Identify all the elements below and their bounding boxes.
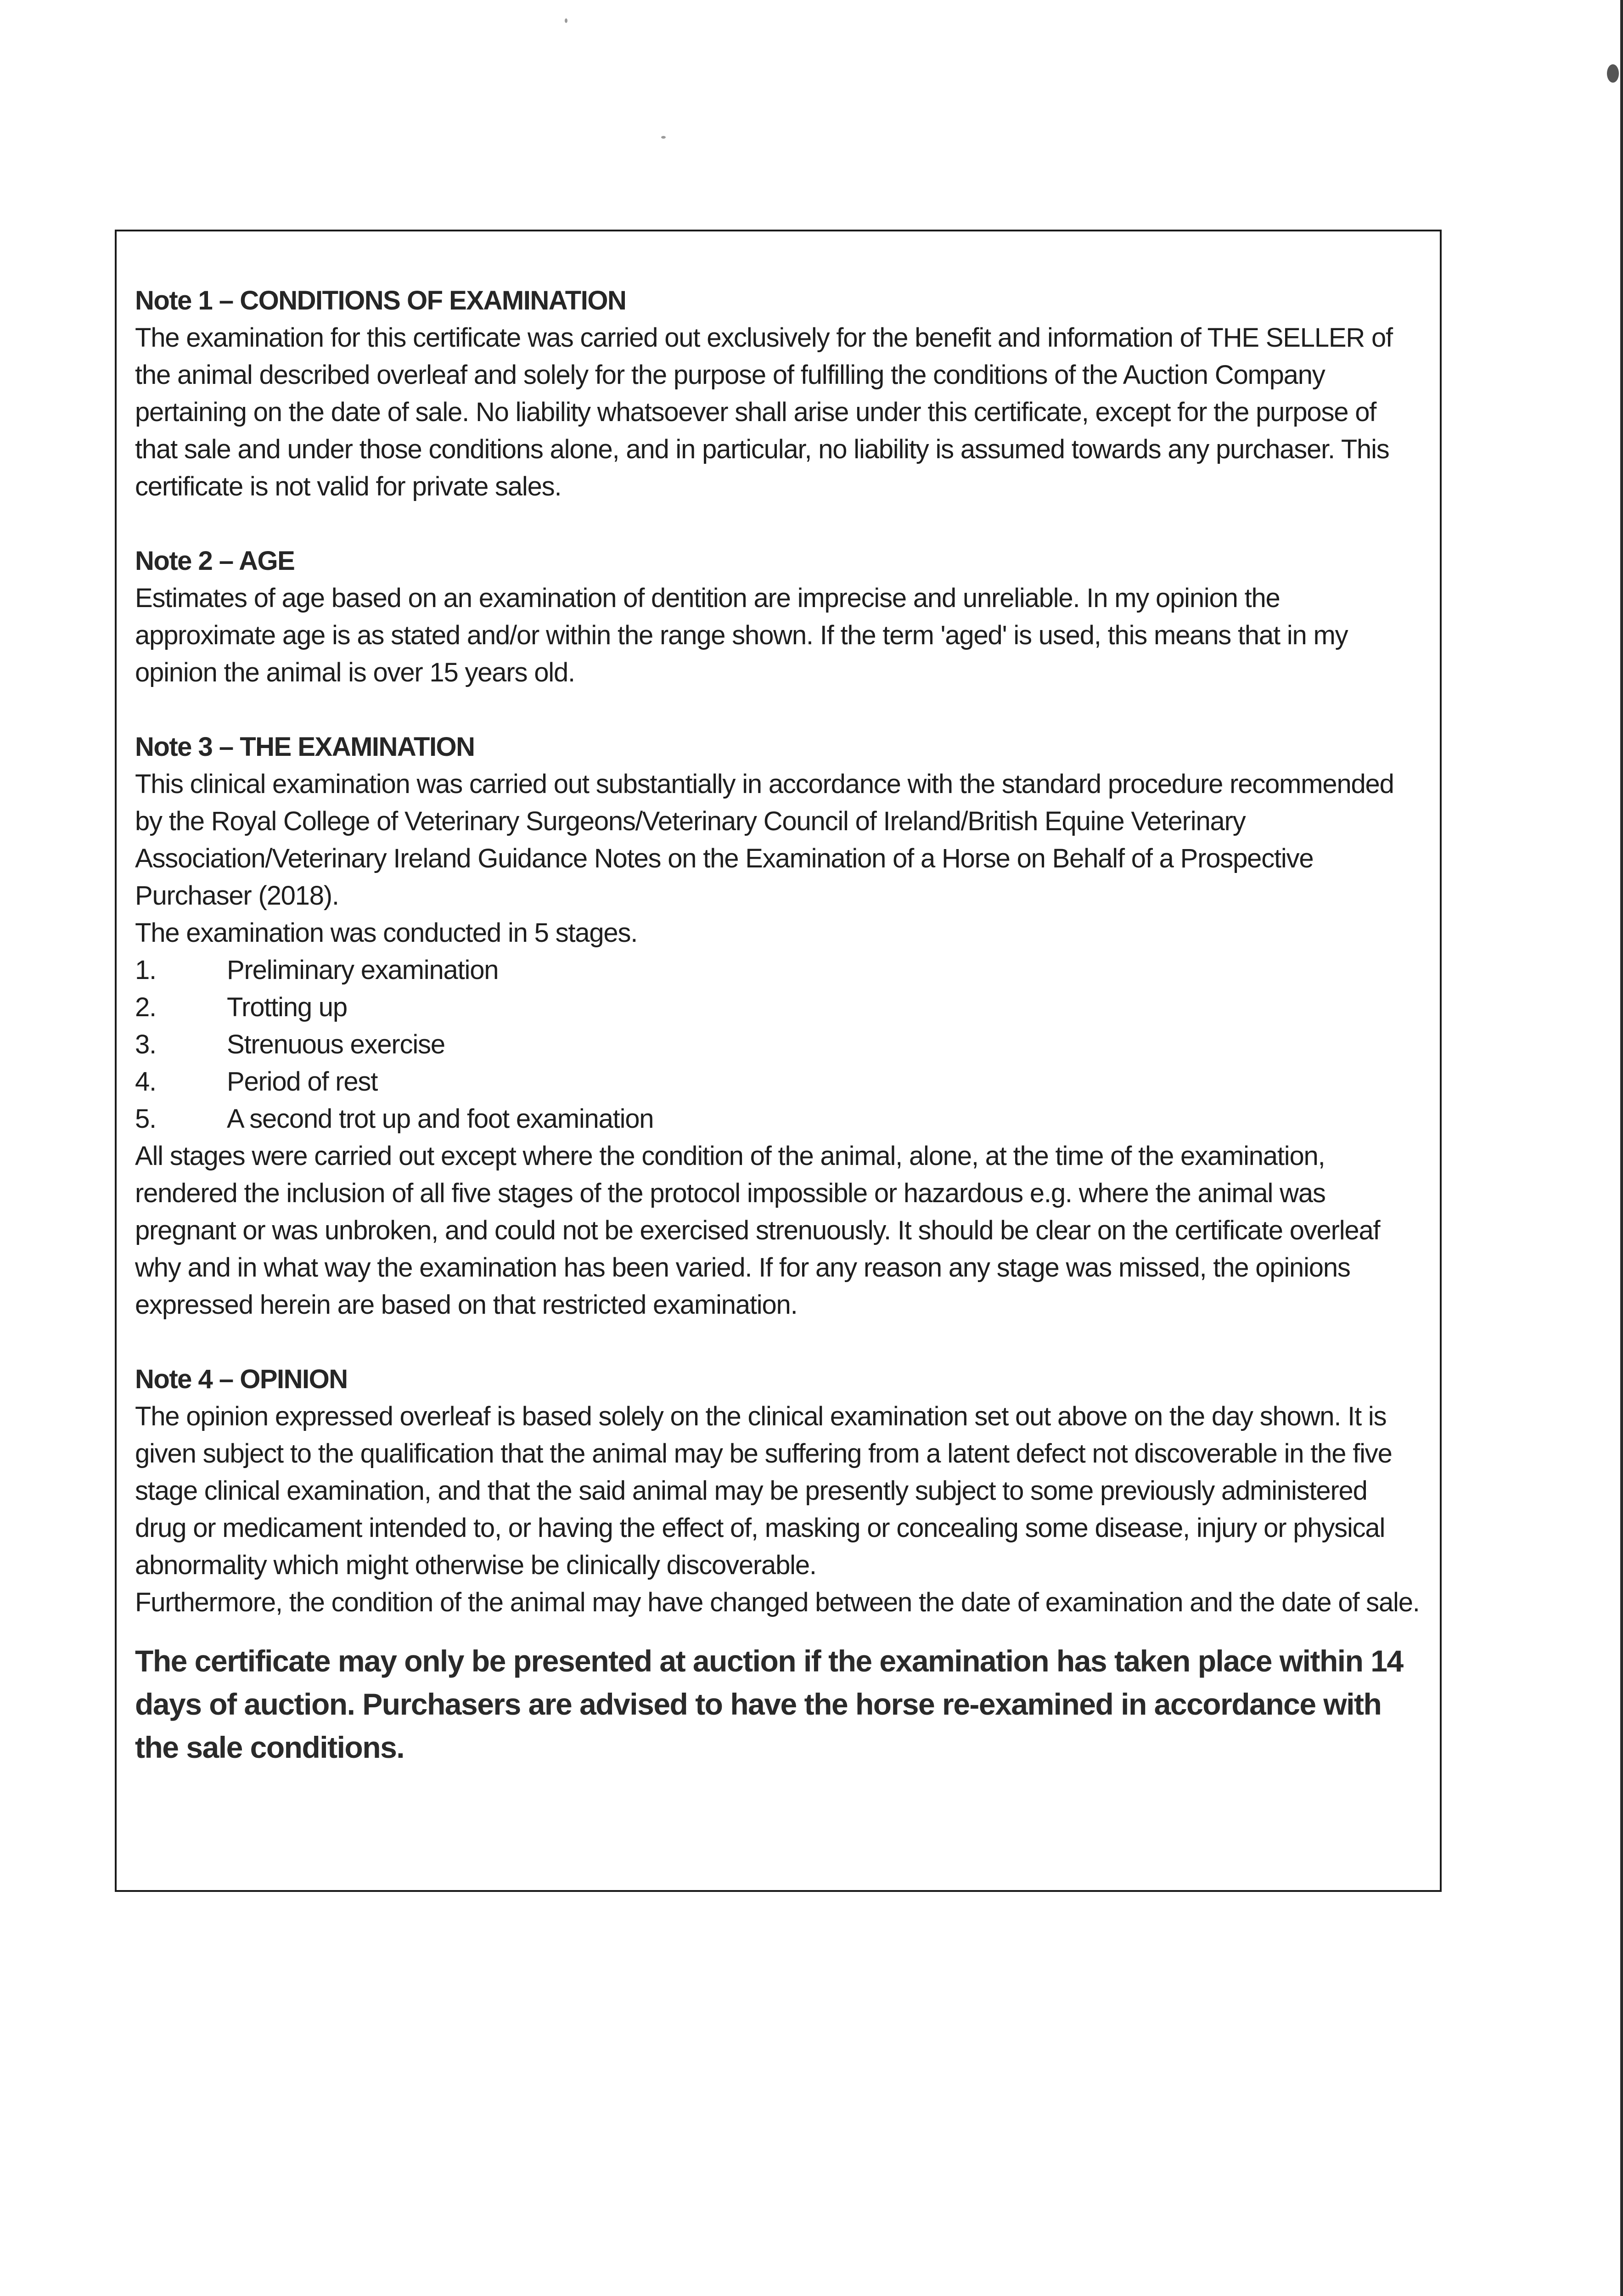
note-1-conditions [135, 282, 1421, 505]
note-heading: Note 4 – OPINION [135, 1364, 348, 1394]
scan-speck [565, 18, 567, 23]
note-heading: Note 3 – THE EXAMINATION [135, 732, 475, 762]
stage-label: A second trot up and foot examination [227, 1104, 654, 1134]
stage-number: 4. [135, 1067, 156, 1097]
note-4-opinion [135, 1361, 1421, 1621]
note-paragraph: Furthermore, the condition of the animal may have changed between the date of examination and the date of sale. [135, 1587, 1420, 1617]
scan-speck [661, 136, 666, 139]
stage-number: 5. [135, 1104, 156, 1134]
note-paragraph: All stages were carried out except where the condition of the animal, alone, at the time of the examination, rendered the inclusion of all five stages of the protocol impossible or hazardous e.g. where the animal was pregnant or was unbroken, and could not be exercised strenuously. It should be clear on the certificate overleaf why and in what way the examination has been varied. If for any reason any stage was missed, the opinions expressed herein are based on that restricted examination. [135, 1141, 1380, 1320]
stage-number: 3. [135, 1030, 156, 1059]
stages-intro: The examination was conducted in 5 stages. [135, 918, 638, 948]
scanned-page-edge [1620, 0, 1623, 2296]
note-heading: Note 1 – CONDITIONS OF EXAMINATION [135, 286, 626, 315]
stage-label: Strenuous exercise [227, 1030, 445, 1059]
stage-item [135, 989, 1421, 1026]
note-paragraph: The opinion expressed overleaf is based solely on the clinical examination set out above on the day shown. It is given subject to the qualification that the animal may be suffering from a latent defect not discoverable in the five stage clinical examination, and that the said animal may be presently subject to some previously administered drug or medicament intended to, or having the effect of, masking or concealing some disease, injury or physical abnormality which might otherwise be clinically discoverable. [135, 1401, 1392, 1580]
certificate-notes-box [115, 230, 1442, 1892]
auction-validity-notice: The certificate may only be presented at auction if the examination has taken place within 14 days of auction. Purchasers are advised to have the horse re-examined in accordance with the sale conditions. [135, 1644, 1403, 1764]
stage-list [135, 951, 1421, 1137]
note-2-age [135, 542, 1421, 691]
note-paragraph: Estimates of age based on an examination of dentition are imprecise and unreliable. In my opinion the approximate age is as stated and/or within the range shown. If the term 'aged' is used, this means that in my opinion the animal is over 15 years old. [135, 583, 1348, 687]
stage-item [135, 951, 1421, 989]
stage-number: 1. [135, 955, 156, 985]
note-3-examination [135, 728, 1421, 1323]
stage-label: Preliminary examination [227, 955, 499, 985]
note-paragraph: This clinical examination was carried out substantially in accordance with the standard procedure recommended by the Royal College of Veterinary Surgeons/Veterinary Council of Ireland/British Equine Veterinary Association/Veterinary Ireland Guidance Notes on the Examination of a Horse on Behalf of a Prospective Purchaser (2018). [135, 769, 1394, 911]
note-heading: Note 2 – AGE [135, 546, 295, 576]
stage-number: 2. [135, 992, 156, 1022]
stage-item [135, 1063, 1421, 1100]
stage-item [135, 1026, 1421, 1063]
stage-item [135, 1100, 1421, 1137]
scan-speck [1607, 64, 1619, 83]
stage-label: Trotting up [227, 992, 347, 1022]
stage-label: Period of rest [227, 1067, 378, 1097]
note-paragraph: The examination for this certificate was carried out exclusively for the benefit and information of THE SELLER of the animal described overleaf and solely for the purpose of fulfilling the conditions of the Auction Company pertaining on the date of sale. No liability whatsoever shall arise under this certificate, except for the purpose of that sale and under those conditions alone, and in particular, no liability is assumed towards any purchaser. This certificate is not valid for private sales. [135, 323, 1393, 501]
